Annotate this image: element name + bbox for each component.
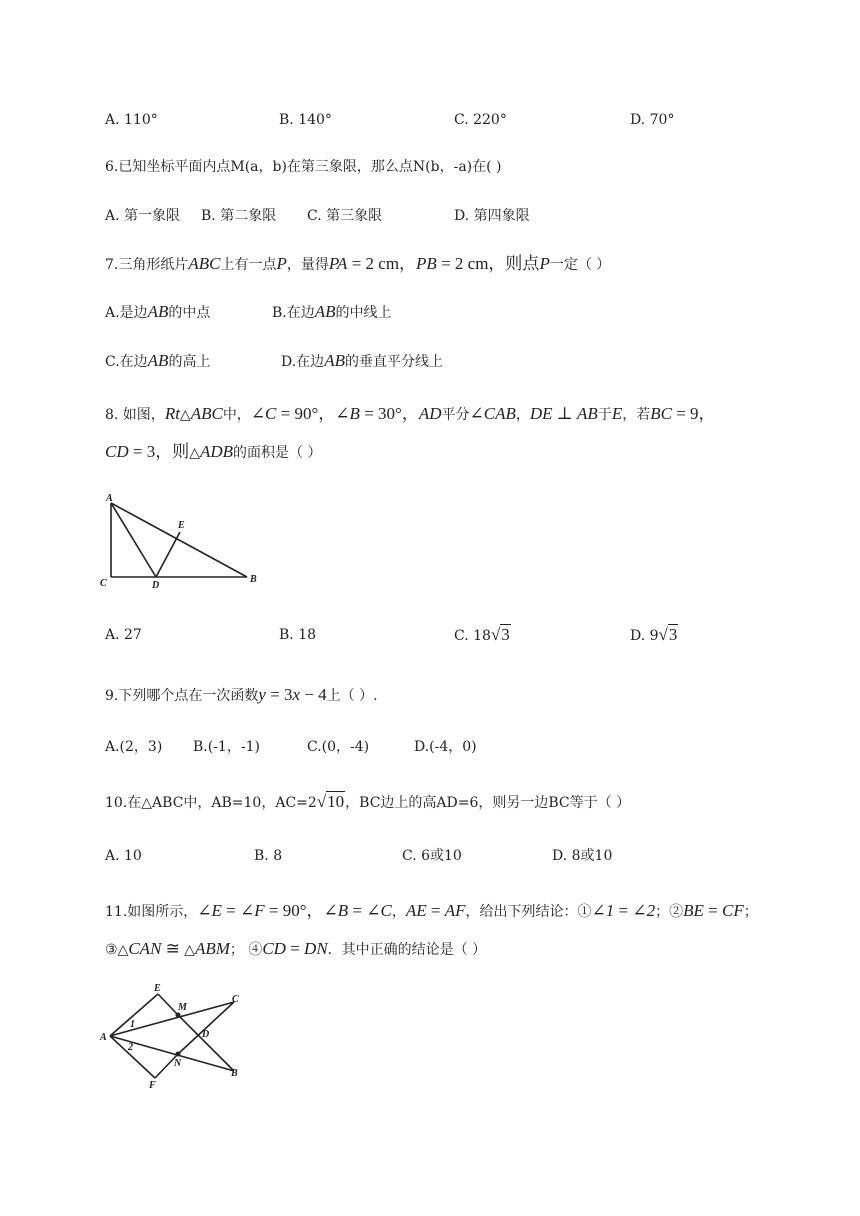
- q11-stem-line2: ③△CAN ≅ △ABM； ④CD = DN．其中正确的结论是（ ）: [105, 939, 487, 958]
- q11-geometry-figure: [98, 980, 258, 1090]
- q9-option-c[interactable]: C.(0，-4): [307, 739, 370, 755]
- q11-stem-line1: 11.如图所示，∠E = ∠F = 90°，∠B = ∠C，AE = AF，给出下列结论：①∠1 = ∠2；②BE = CF；: [105, 901, 758, 920]
- label-f: F: [149, 1080, 156, 1090]
- label-e: E: [178, 520, 185, 531]
- q8-stem-line2: CD = 3，则△ADB的面积是（ ）: [105, 442, 322, 461]
- label-m: M: [178, 1002, 187, 1013]
- q7-option-c[interactable]: C.在边AB的高上: [105, 351, 211, 370]
- q6-option-c[interactable]: C. 第三象限: [307, 208, 383, 224]
- label-e: E: [154, 983, 161, 994]
- label-b: B: [250, 574, 257, 585]
- q7-option-b[interactable]: B.在边AB的中线上: [272, 302, 392, 321]
- label-d: D: [152, 580, 160, 590]
- q10-stem: 10.在△ABC中，AB=10，AC=2√10，BC边上的高AD=6，则另一边BC等于（ ）: [105, 792, 631, 811]
- q8-option-d[interactable]: D. 9√3: [630, 625, 678, 644]
- label-d: D: [202, 1029, 210, 1040]
- q10-option-d[interactable]: D. 8或10: [552, 848, 613, 864]
- q5-option-b[interactable]: B. 140°: [279, 112, 332, 128]
- q8-option-a[interactable]: A. 27: [105, 627, 142, 643]
- q10-option-c[interactable]: C. 6或10: [402, 848, 462, 864]
- label-c: C: [100, 578, 107, 589]
- segment-de: [156, 532, 180, 577]
- label-a: A: [100, 1032, 107, 1043]
- q8-option-c[interactable]: C. 18√3: [454, 625, 510, 644]
- angle-label-1: 1: [130, 1019, 135, 1030]
- q8-option-b[interactable]: B. 18: [279, 627, 317, 643]
- q9-option-b[interactable]: B.(-1，-1): [193, 739, 260, 755]
- q6-option-b[interactable]: B. 第二象限: [201, 208, 277, 224]
- label-b: B: [231, 1068, 238, 1079]
- q5-option-a[interactable]: A. 110°: [105, 112, 158, 128]
- q9-option-a[interactable]: A.(2，3): [105, 739, 163, 755]
- q5-option-c[interactable]: C. 220°: [454, 112, 507, 128]
- q6-stem: 6.已知坐标平面内点M(a，b)在第三象限，那么点N(b，-a)在( ): [105, 159, 502, 175]
- segment-em: [158, 994, 178, 1015]
- q10-option-b[interactable]: B. 8: [254, 848, 283, 864]
- q6-option-d[interactable]: D. 第四象限: [454, 208, 530, 224]
- segment-ad: [111, 503, 156, 577]
- q8-stem-line1: 8. 如图，Rt△ABC中，∠C = 90°，∠B = 30°，AD平分∠CAB，DE ⊥ AB于E，若BC = 9，: [105, 404, 716, 423]
- q7-stem: 7.三角形纸片ABC上有一点P，量得PA = 2 cm，PB = 2 cm，则点P一定（ ）: [105, 254, 611, 273]
- q9-option-d[interactable]: D.(-4，0): [414, 739, 477, 755]
- q8-triangle-figure: [98, 490, 268, 590]
- q6-option-a[interactable]: A. 第一象限: [105, 208, 181, 224]
- edge-ab: [111, 503, 247, 577]
- point-n: [176, 1052, 181, 1057]
- q9-stem: 9.下列哪个点在一次函数y = 3x − 4上（ ）.: [105, 685, 378, 704]
- angle-label-2: 2: [128, 1042, 133, 1053]
- q5-option-d[interactable]: D. 70°: [630, 112, 675, 128]
- label-c: C: [232, 994, 239, 1005]
- label-n: N: [174, 1058, 182, 1069]
- q7-option-d[interactable]: D.在边AB的垂直平分线上: [281, 351, 443, 370]
- q10-option-a[interactable]: A. 10: [105, 848, 142, 864]
- point-m: [176, 1013, 181, 1018]
- label-a: A: [106, 493, 113, 504]
- q7-option-a[interactable]: A.是边AB的中点: [105, 302, 211, 321]
